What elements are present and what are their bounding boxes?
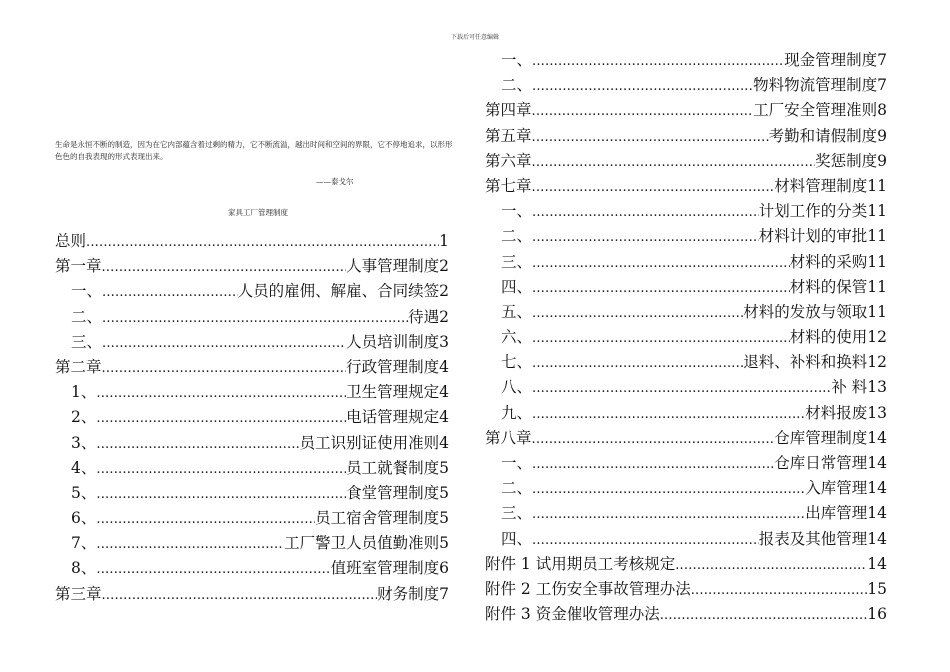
toc-entry-title: 材料的采购	[789, 252, 868, 271]
toc-entry-label: 8、	[71, 559, 97, 578]
toc-page-number: 4	[439, 383, 449, 402]
toc-page-number: 11	[867, 202, 887, 221]
toc-entry[interactable]	[485, 451, 887, 476]
toc-entry[interactable]	[485, 275, 887, 300]
toc-leader-dots	[96, 557, 330, 582]
toc-leader-dots	[532, 74, 753, 99]
toc-entry-label: 二、	[71, 307, 103, 326]
toc-entry-title: 材料的使用	[789, 328, 868, 347]
toc-page-number: 7	[877, 51, 887, 69]
toc-page-number: 15	[867, 579, 887, 598]
toc-entry-title: 电话管理规定	[346, 408, 440, 427]
toc-page-number: 2	[439, 307, 449, 326]
toc-entry-title: 计划工作的分类	[758, 202, 868, 221]
toc-leader-dots	[532, 528, 759, 553]
toc-page-number: 4	[439, 357, 449, 376]
toc-entry[interactable]	[55, 279, 449, 304]
toc-entry-label: 三、	[501, 504, 533, 523]
toc-leader-dots	[532, 99, 754, 124]
toc-entry[interactable]	[485, 577, 887, 602]
toc-leader-dots	[532, 175, 775, 200]
toc-leader-dots	[532, 477, 805, 502]
toc-leader-dots	[532, 125, 769, 150]
toc-leader-dots	[86, 230, 439, 255]
toc-entry-title: 材料的发放与领取	[743, 302, 868, 321]
toc-entry[interactable]	[55, 582, 449, 607]
toc-entry-label: 二、	[501, 227, 533, 246]
toc-page-number: 6	[439, 559, 449, 578]
toc-entry-title: 员工就餐制度	[346, 458, 440, 477]
toc-entry[interactable]	[485, 401, 887, 426]
toc-entry-label: 总则	[55, 232, 87, 250]
toc-leader-dots	[532, 402, 805, 427]
toc-leader-dots	[660, 603, 868, 628]
toc-entry-label: 2、	[71, 408, 97, 427]
toc-entry-label: 七、	[501, 353, 533, 372]
toc-entry-title: 人员培训制度	[346, 332, 440, 351]
toc-page-number: 11	[867, 176, 887, 195]
toc-entry[interactable]	[485, 602, 887, 627]
toc-leader-dots	[102, 280, 238, 305]
toc-entry-label: 一、	[501, 202, 533, 221]
toc-right-column	[485, 48, 887, 627]
toc-leader-dots	[675, 553, 867, 578]
toc-page-number: 14	[867, 479, 887, 498]
toc-entry-label: 二、	[501, 76, 533, 95]
toc-entry[interactable]	[55, 506, 449, 531]
toc-entry[interactable]	[55, 229, 449, 254]
toc-entry[interactable]	[485, 199, 887, 224]
toc-leader-dots	[96, 457, 346, 482]
toc-entry-label: 3、	[71, 433, 97, 452]
toc-leader-dots	[96, 381, 346, 406]
toc-leader-dots	[532, 502, 805, 527]
toc-entry-title: 待遇	[408, 307, 440, 326]
toc-page-number: 4	[439, 433, 449, 452]
toc-leader-dots	[96, 507, 315, 532]
toc-entry-label: 第四章	[485, 101, 532, 120]
toc-entry[interactable]	[485, 552, 887, 577]
toc-entry-label: 第三章	[55, 584, 102, 603]
toc-entry[interactable]	[55, 431, 449, 456]
toc-entry-label: 7、	[71, 534, 97, 553]
toc-entry-label: 第二章	[55, 357, 102, 376]
toc-page-number: 9	[877, 151, 887, 170]
toc-page-number: 11	[867, 227, 887, 246]
toc-page-number: 11	[867, 252, 887, 271]
toc-entry[interactable]	[55, 456, 449, 481]
toc-entry-title: 工厂警卫人员值勤准则	[284, 534, 440, 553]
toc-entry-title: 物料物流管理制度	[753, 76, 878, 95]
toc-leader-dots	[532, 200, 759, 225]
toc-entry-title: 人员的雇佣、解雇、合同续签	[237, 282, 440, 301]
toc-page-number: 9	[877, 126, 887, 145]
toc-page-number: 13	[867, 403, 887, 422]
toc-page-number: 5	[439, 534, 449, 553]
toc-entry[interactable]	[485, 426, 887, 451]
toc-page-number: 5	[439, 509, 449, 528]
toc-page-number: 14	[867, 504, 887, 523]
toc-leader-dots	[96, 482, 346, 507]
toc-entry[interactable]	[55, 405, 449, 430]
toc-entry-title: 退料、补料和换料	[743, 353, 868, 372]
toc-entry-label: 五、	[501, 302, 533, 321]
toc-page-number: 2	[439, 282, 449, 301]
toc-leader-dots	[102, 255, 347, 280]
toc-entry-title: 材料报废	[805, 403, 868, 422]
toc-leader-dots	[96, 432, 299, 457]
toc-page-number: 14	[867, 529, 887, 548]
quote-text: 生命是永恒不断的制造，因为在它内部蕴含着过剩的精力，它不断流溢，越出时间和空间的界限，它不停地追求，以形形色色的自我表现的形式表现出来。	[55, 140, 453, 161]
toc-page-number: 2	[439, 257, 449, 276]
toc-entry-label: 九、	[501, 403, 533, 422]
toc-entry[interactable]	[485, 124, 887, 149]
toc-entry[interactable]	[485, 48, 887, 73]
toc-page-number: 11	[867, 277, 887, 296]
toc-page-number: 14	[867, 428, 887, 447]
toc-entry-label: 5、	[71, 483, 97, 502]
toc-entry[interactable]	[485, 375, 887, 400]
toc-page-number: 16	[867, 605, 887, 624]
toc-left-column	[55, 229, 449, 607]
toc-entry-title: 行政管理制度	[346, 357, 440, 376]
toc-entry-title: 材料管理制度	[774, 176, 868, 195]
toc-entry-label: 附件 2 工伤安全事故管理办法	[485, 579, 691, 598]
toc-leader-dots	[96, 532, 284, 557]
toc-page-number: 1	[439, 232, 449, 250]
toc-entry[interactable]	[485, 250, 887, 275]
toc-page-number: 7	[439, 584, 449, 603]
toc-entry-label: 一、	[501, 454, 533, 472]
toc-page-number: 4	[439, 408, 449, 427]
toc-entry-title: 财务制度	[377, 584, 440, 603]
toc-page-number: 13	[867, 378, 887, 397]
toc-entry-title: 工厂安全管理准则	[753, 101, 878, 120]
toc-leader-dots	[102, 331, 346, 356]
toc-entry-label: 四、	[501, 529, 533, 548]
toc-entry-title: 仓库日常管理	[774, 454, 868, 472]
toc-entry-title: 材料的保管	[789, 277, 868, 296]
toc-leader-dots	[532, 225, 759, 250]
toc-leader-dots	[532, 452, 774, 477]
toc-entry-title: 材料计划的审批	[758, 227, 868, 246]
toc-leader-dots	[532, 301, 743, 326]
toc-entry-label: 一、	[501, 51, 533, 69]
toc-entry-title: 卫生管理规定	[346, 383, 440, 402]
toc-page-number: 12	[867, 353, 887, 372]
toc-page-number: 14	[867, 454, 887, 472]
header-note: 下载后可任意编辑	[450, 34, 499, 41]
toc-entry-label: 附件 1 试用期员工考核规定	[485, 554, 676, 573]
toc-entry[interactable]	[485, 325, 887, 350]
toc-entry-label: 第七章	[485, 176, 532, 195]
toc-entry[interactable]	[485, 527, 887, 552]
toc-entry-label: 三、	[71, 332, 103, 351]
toc-leader-dots	[532, 251, 790, 276]
toc-entry-title: 报表及其他管理	[758, 529, 868, 548]
toc-entry-title: 现金管理制度	[784, 51, 878, 69]
toc-entry-title: 补 料	[831, 378, 868, 397]
toc-entry[interactable]	[55, 305, 449, 330]
toc-entry[interactable]	[55, 254, 449, 279]
toc-entry-label: 二、	[501, 479, 533, 498]
toc-page-number: 8	[877, 101, 887, 120]
toc-entry[interactable]	[55, 531, 449, 556]
toc-entry[interactable]	[485, 476, 887, 501]
toc-entry[interactable]	[485, 224, 887, 249]
toc-entry[interactable]	[485, 350, 887, 375]
toc-entry-label: 第八章	[485, 428, 532, 447]
toc-entry-label: 八、	[501, 378, 533, 397]
toc-entry[interactable]	[55, 330, 449, 355]
toc-page-number: 7	[877, 76, 887, 95]
toc-entry-title: 考勤和请假制度	[768, 126, 878, 145]
toc-entry-label: 四、	[501, 277, 533, 296]
toc-leader-dots	[102, 306, 408, 331]
toc-leader-dots	[532, 49, 784, 74]
quote-attribution: ——泰戈尔	[316, 177, 354, 186]
toc-entry[interactable]	[485, 149, 887, 174]
toc-entry[interactable]	[485, 174, 887, 199]
toc-leader-dots	[102, 583, 378, 608]
toc-entry-label: 附件 3 资金催收管理办法	[485, 605, 660, 624]
toc-leader-dots	[691, 578, 868, 603]
toc-leader-dots	[532, 150, 816, 175]
toc-leader-dots	[532, 351, 743, 376]
toc-entry-label: 第一章	[55, 257, 102, 276]
toc-entry-label: 第六章	[485, 151, 532, 170]
toc-entry[interactable]	[485, 73, 887, 98]
toc-entry-title: 出库管理	[805, 504, 868, 523]
toc-entry-title: 食堂管理制度	[346, 483, 440, 502]
toc-leader-dots	[532, 276, 790, 301]
toc-entry-label: 4、	[71, 458, 97, 477]
toc-page-number: 5	[439, 458, 449, 477]
toc-page-number: 3	[439, 332, 449, 351]
toc-leader-dots	[102, 356, 347, 381]
toc-entry[interactable]	[55, 355, 449, 380]
toc-entry-title: 员工识别证使用准则	[299, 433, 440, 452]
document-title: 家具工厂管理制度	[228, 208, 288, 217]
toc-page-number: 5	[439, 483, 449, 502]
toc-page-number: 14	[867, 554, 887, 573]
toc-entry-title: 值班室管理制度	[330, 559, 440, 578]
toc-entry-title: 员工宿舍管理制度	[315, 509, 440, 528]
toc-entry[interactable]	[485, 501, 887, 526]
toc-entry[interactable]	[55, 556, 449, 581]
toc-entry[interactable]	[485, 98, 887, 123]
toc-entry-label: 六、	[501, 328, 533, 347]
toc-leader-dots	[96, 406, 346, 431]
toc-entry-label: 6、	[71, 509, 97, 528]
toc-entry-label: 第五章	[485, 126, 532, 145]
toc-entry[interactable]	[55, 380, 449, 405]
toc-entry[interactable]	[55, 481, 449, 506]
toc-page-number: 11	[867, 302, 887, 321]
toc-page-number: 12	[867, 328, 887, 347]
toc-entry-label: 三、	[501, 252, 533, 271]
toc-entry-label: 1、	[71, 383, 97, 402]
toc-entry-label: 一、	[71, 282, 103, 301]
toc-leader-dots	[532, 376, 831, 401]
toc-entry-title: 仓库管理制度	[774, 428, 868, 447]
toc-leader-dots	[532, 326, 790, 351]
toc-entry[interactable]	[485, 300, 887, 325]
toc-leader-dots	[532, 427, 775, 452]
toc-entry-title: 奖惩制度	[815, 151, 878, 170]
toc-entry-title: 入库管理	[805, 479, 868, 498]
toc-entry-title: 人事管理制度	[346, 257, 440, 276]
